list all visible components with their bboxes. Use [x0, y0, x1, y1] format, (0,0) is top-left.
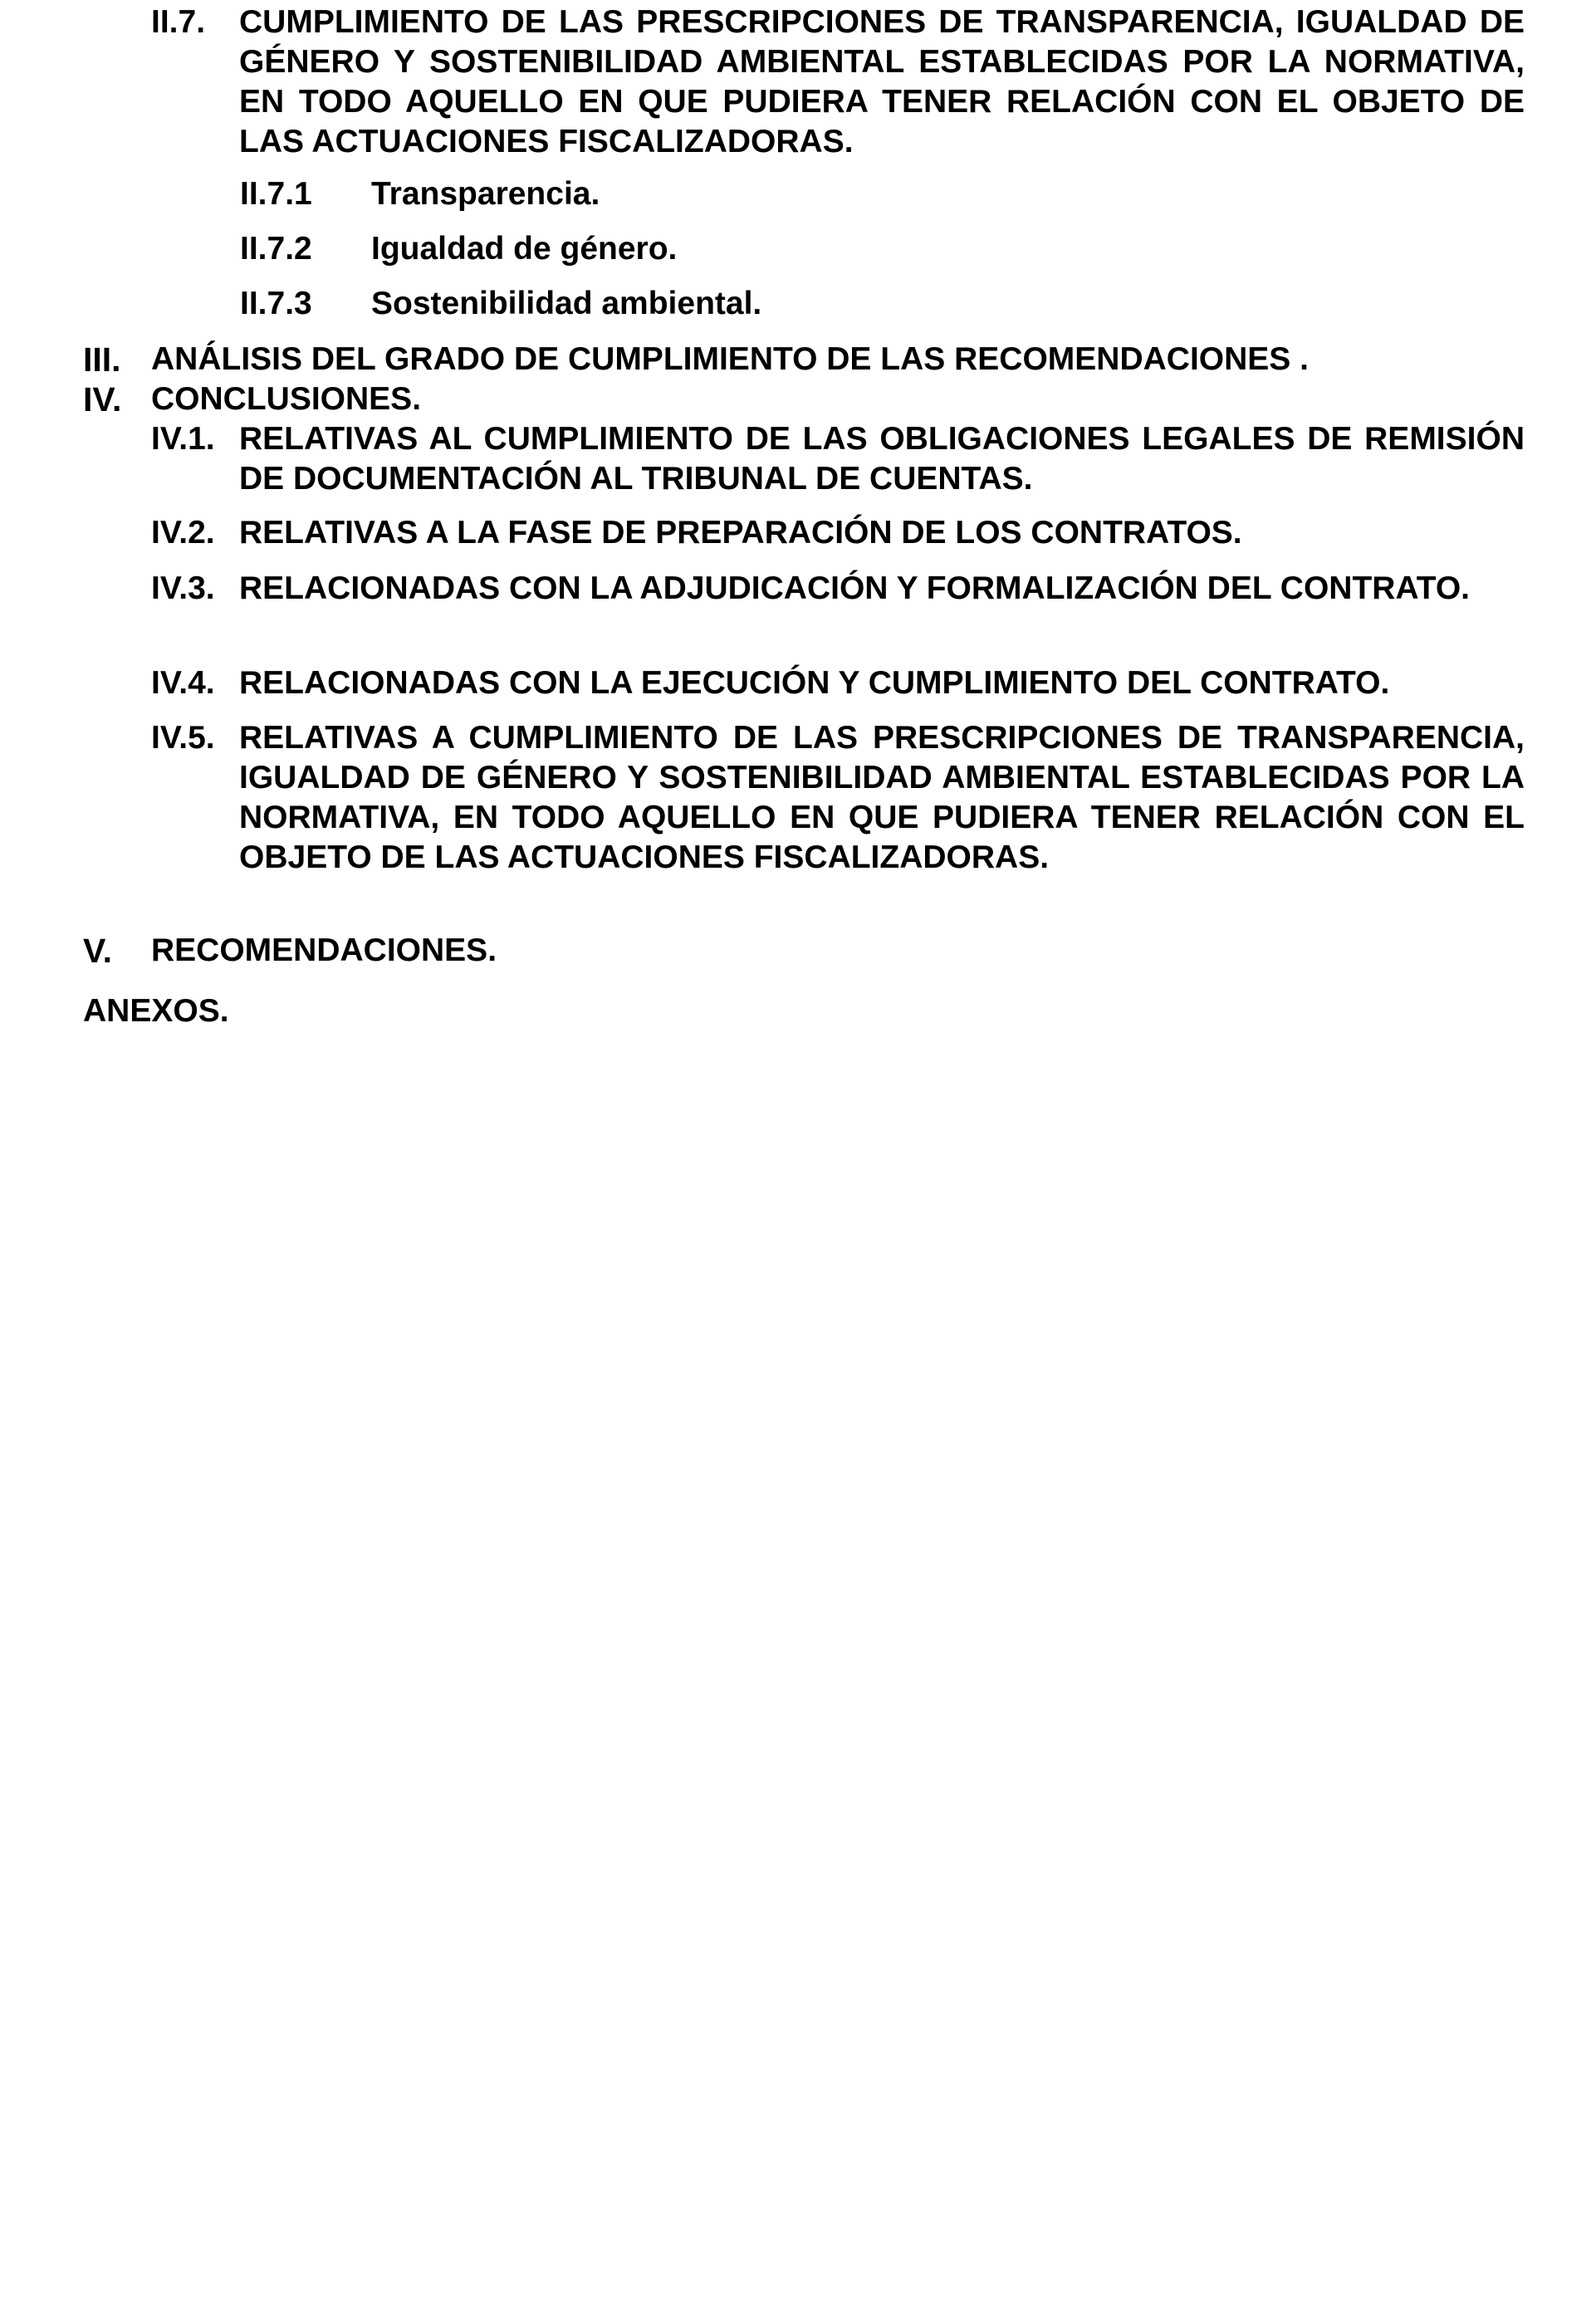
toc-entry-title: RECOMENDACIONES. — [151, 932, 497, 968]
toc-entry-title: RELATIVAS A CUMPLIMIENTO DE LAS PRESCRIPCIONES DE TRANSPARENCIA, IGUALDAD DE GÉNERO Y SOSTENIBILIDAD AMBIENTAL ESTABLECIDAS POR LA NORMATIVA, EN TODO AQUELLO EN QUE PUDIERA TENER RELACIÓN CON EL OBJETO DE LAS ACTUACIONES FISCALIZADORAS. — [239, 720, 1525, 875]
toc-entry-title: RELACIONADAS CON LA EJECUCIÓN Y CUMPLIMIENTO DEL CONTRATO. — [239, 665, 1390, 701]
toc-entry-title: CUMPLIMIENTO DE LAS PRESCRIPCIONES DE TRANSPARENCIA, IGUALDAD DE GÉNERO Y SOSTENIBILIDAD AMBIENTAL ESTABLECIDAS POR LA NORMATIVA, EN TODO AQUELLO EN QUE PUDIERA TENER RELACIÓN CON EL OBJETO DE LAS ACTUACIONES FISCALIZADORAS. — [239, 4, 1525, 159]
toc-entry-title: Sostenibilidad ambiental. — [371, 286, 762, 321]
toc-entry-title: Transparencia. — [371, 176, 600, 212]
toc-entry-title: RELACIONADAS CON LA ADJUDICACIÓN Y FORMALIZACIÓN DEL CONTRATO. — [239, 570, 1471, 606]
toc-entry-number: IV.2. — [151, 515, 215, 551]
toc-entry-number: V. — [83, 932, 112, 970]
toc-entry-title: RELATIVAS AL CUMPLIMIENTO DE LAS OBLIGACIONES LEGALES DE REMISIÓN DE DOCUMENTACIÓN AL TRIBUNAL DE CUENTAS. — [239, 421, 1525, 497]
toc-entry-ii-7-2 — [240, 229, 1525, 269]
toc-entry-anexos — [83, 991, 1525, 1031]
toc-entry-number: IV. — [83, 380, 122, 418]
toc-entry-number: IV.5. — [151, 720, 215, 756]
toc-entry-title: RELATIVAS A LA FASE DE PREPARACIÓN DE LOS CONTRATOS. — [239, 515, 1242, 551]
toc-entry-title: ANEXOS. — [83, 993, 229, 1029]
toc-entry-v — [83, 931, 1525, 971]
toc-entry-ii-7-3 — [240, 284, 1525, 324]
toc-entry-number: II.7.1 — [240, 176, 312, 212]
toc-entry-iv-3 — [151, 569, 1525, 609]
toc-entry-iv-5 — [151, 718, 1525, 878]
toc-entry-number: IV.4. — [151, 665, 215, 701]
toc-entry-ii-7 — [151, 2, 1525, 162]
toc-entry-number: II.7.2 — [240, 231, 312, 267]
toc-entry-title: ANÁLISIS DEL GRADO DE CUMPLIMIENTO DE LAS RECOMENDACIONES . — [151, 341, 1309, 377]
toc-entry-ii-7-1 — [240, 174, 1525, 214]
toc-entry-number: II.7. — [151, 4, 206, 40]
toc-entry-iv — [83, 379, 1525, 419]
toc-entry-iv-4 — [151, 663, 1525, 703]
toc-entry-iv-1 — [151, 419, 1525, 499]
toc-entry-iv-2 — [151, 513, 1525, 553]
toc-entry-number: III. — [83, 340, 121, 379]
toc-entry-number: IV.3. — [151, 570, 215, 606]
toc-entry-title: CONCLUSIONES. — [151, 381, 422, 417]
toc-entry-number: IV.1. — [151, 421, 215, 457]
toc-entry-title: Igualdad de género. — [371, 231, 678, 267]
toc-entry-number: II.7.3 — [240, 286, 312, 321]
toc-entry-iii — [83, 340, 1525, 379]
